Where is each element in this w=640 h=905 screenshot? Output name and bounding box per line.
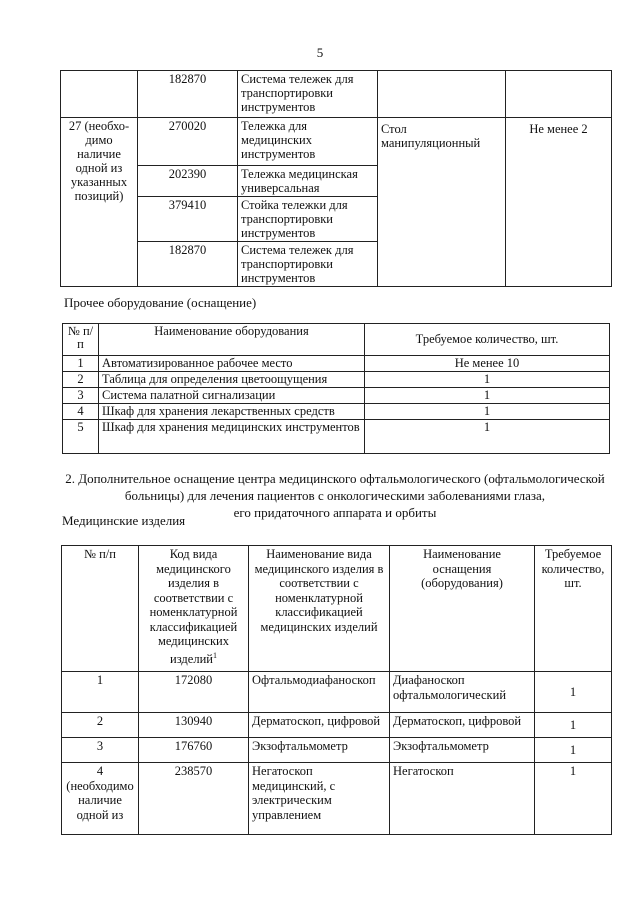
qty-cell: 1 <box>535 713 612 738</box>
row-number: 5 <box>63 420 99 454</box>
code-cell: 182870 <box>138 242 238 287</box>
header-equipment: Наименование оснащения (оборудования) <box>390 546 535 672</box>
table-row <box>61 118 612 166</box>
other-equipment-table <box>62 323 610 454</box>
header-qty: Требуемое количество, шт. <box>365 324 610 356</box>
table-row <box>63 420 610 454</box>
code-cell: 176760 <box>139 738 249 763</box>
table-row <box>63 388 610 404</box>
equipment-cell: Диафаноскоп офтальмологический <box>390 672 535 713</box>
qty-cell: 1 <box>535 738 612 763</box>
name-cell: Система палатной сигнализации <box>99 388 365 404</box>
qty-cell: 1 <box>535 672 612 713</box>
table-row <box>62 672 612 713</box>
code-cell: 182870 <box>138 71 238 118</box>
row-number: 1 <box>63 356 99 372</box>
qty-cell: Не менее 2 <box>506 118 612 287</box>
name-cell: Автоматизированное рабочее место <box>99 356 365 372</box>
equipment-cell: Экзофтальмометр <box>390 738 535 763</box>
qty-cell <box>506 71 612 118</box>
equipment-cell: Дерматоскоп, цифровой <box>390 713 535 738</box>
table-row <box>62 738 612 763</box>
code-cell: 238570 <box>139 763 249 835</box>
code-cell: 379410 <box>138 197 238 242</box>
device-name-cell: Негатоскоп медицинский, с электрическим управлением <box>249 763 390 835</box>
medical-devices-table <box>61 545 612 835</box>
other-equipment-heading: Прочее оборудование (оснащение) <box>64 295 257 310</box>
qty-cell: 1 <box>365 388 610 404</box>
table-row <box>62 713 612 738</box>
name-cell: Система тележек для транспортировки инструментов <box>238 71 378 118</box>
footnote-mark: 1 <box>212 650 217 660</box>
name-cell: Стойка тележки для транспортировки инструментов <box>238 197 378 242</box>
row-number <box>61 71 138 118</box>
code-cell: 270020 <box>138 118 238 166</box>
section-heading-line: больницы) для лечения пациентов с онкологическими заболеваниями глаза, <box>124 488 546 503</box>
row-number: 1 <box>62 672 139 713</box>
row-number: 2 <box>63 372 99 388</box>
header-name: Наименование оборудования <box>99 324 365 356</box>
equipment-table-continued <box>60 70 612 287</box>
row-number: 2 <box>62 713 139 738</box>
code-cell: 202390 <box>138 166 238 197</box>
row-number: 3 <box>63 388 99 404</box>
medical-devices-heading: Медицинские изделия <box>62 513 186 528</box>
qty-cell: Не менее 10 <box>365 356 610 372</box>
table-row <box>63 372 610 388</box>
qty-cell: 1 <box>365 420 610 454</box>
table-header-row <box>63 324 610 356</box>
section-heading-line: его придаточного аппарата и орбиты <box>233 505 437 520</box>
header-code-text: Код вида медицинского изделия в соответствии с номенклатурной классификацией медицинских изделий <box>149 547 238 666</box>
name-cell: Шкаф для хранения медицинских инструментов <box>99 420 365 454</box>
header-device-name: Наименование вида медицинского изделия в соответствии с номенклатурной классификацией медицинских изделий <box>249 546 390 672</box>
name-cell: Тележка для медицинских инструментов <box>238 118 378 166</box>
device-name-cell: Офтальмодиафаноскоп <box>249 672 390 713</box>
table-row <box>63 404 610 420</box>
name-cell: Тележка медицинская универсальная <box>238 166 378 197</box>
table-row <box>62 763 612 835</box>
table-row <box>61 71 612 118</box>
row-number: 27 (необхо-димо наличие одной из указанных позиций) <box>61 118 138 287</box>
row-number: 3 <box>62 738 139 763</box>
code-cell: 130940 <box>139 713 249 738</box>
device-name-cell: Экзофтальмометр <box>249 738 390 763</box>
equipment-cell: Негатоскоп <box>390 763 535 835</box>
header-code <box>139 546 249 672</box>
qty-cell: 1 <box>365 372 610 388</box>
row-number: 4 (необходимо наличие одной из <box>62 763 139 835</box>
row-number: 4 <box>63 404 99 420</box>
table-row <box>63 356 610 372</box>
equipment-cell <box>378 71 506 118</box>
page-number: 5 <box>316 45 324 60</box>
header-number: № п/п <box>63 324 99 356</box>
name-cell: Таблица для определения цветоощущения <box>99 372 365 388</box>
qty-cell: 1 <box>535 763 612 835</box>
header-number: № п/п <box>62 546 139 672</box>
device-name-cell: Дерматоскоп, цифровой <box>249 713 390 738</box>
equipment-cell: Стол манипуляционный <box>378 118 506 287</box>
header-qty: Требуемое количество, шт. <box>535 546 612 672</box>
code-cell: 172080 <box>139 672 249 713</box>
name-cell: Шкаф для хранения лекарственных средств <box>99 404 365 420</box>
name-cell: Система тележек для транспортировки инструментов <box>238 242 378 287</box>
qty-cell: 1 <box>365 404 610 420</box>
table-header-row <box>62 546 612 672</box>
section-heading-line: 2. Дополнительное оснащение центра медицинского офтальмологического (офтальмологической <box>65 471 605 486</box>
